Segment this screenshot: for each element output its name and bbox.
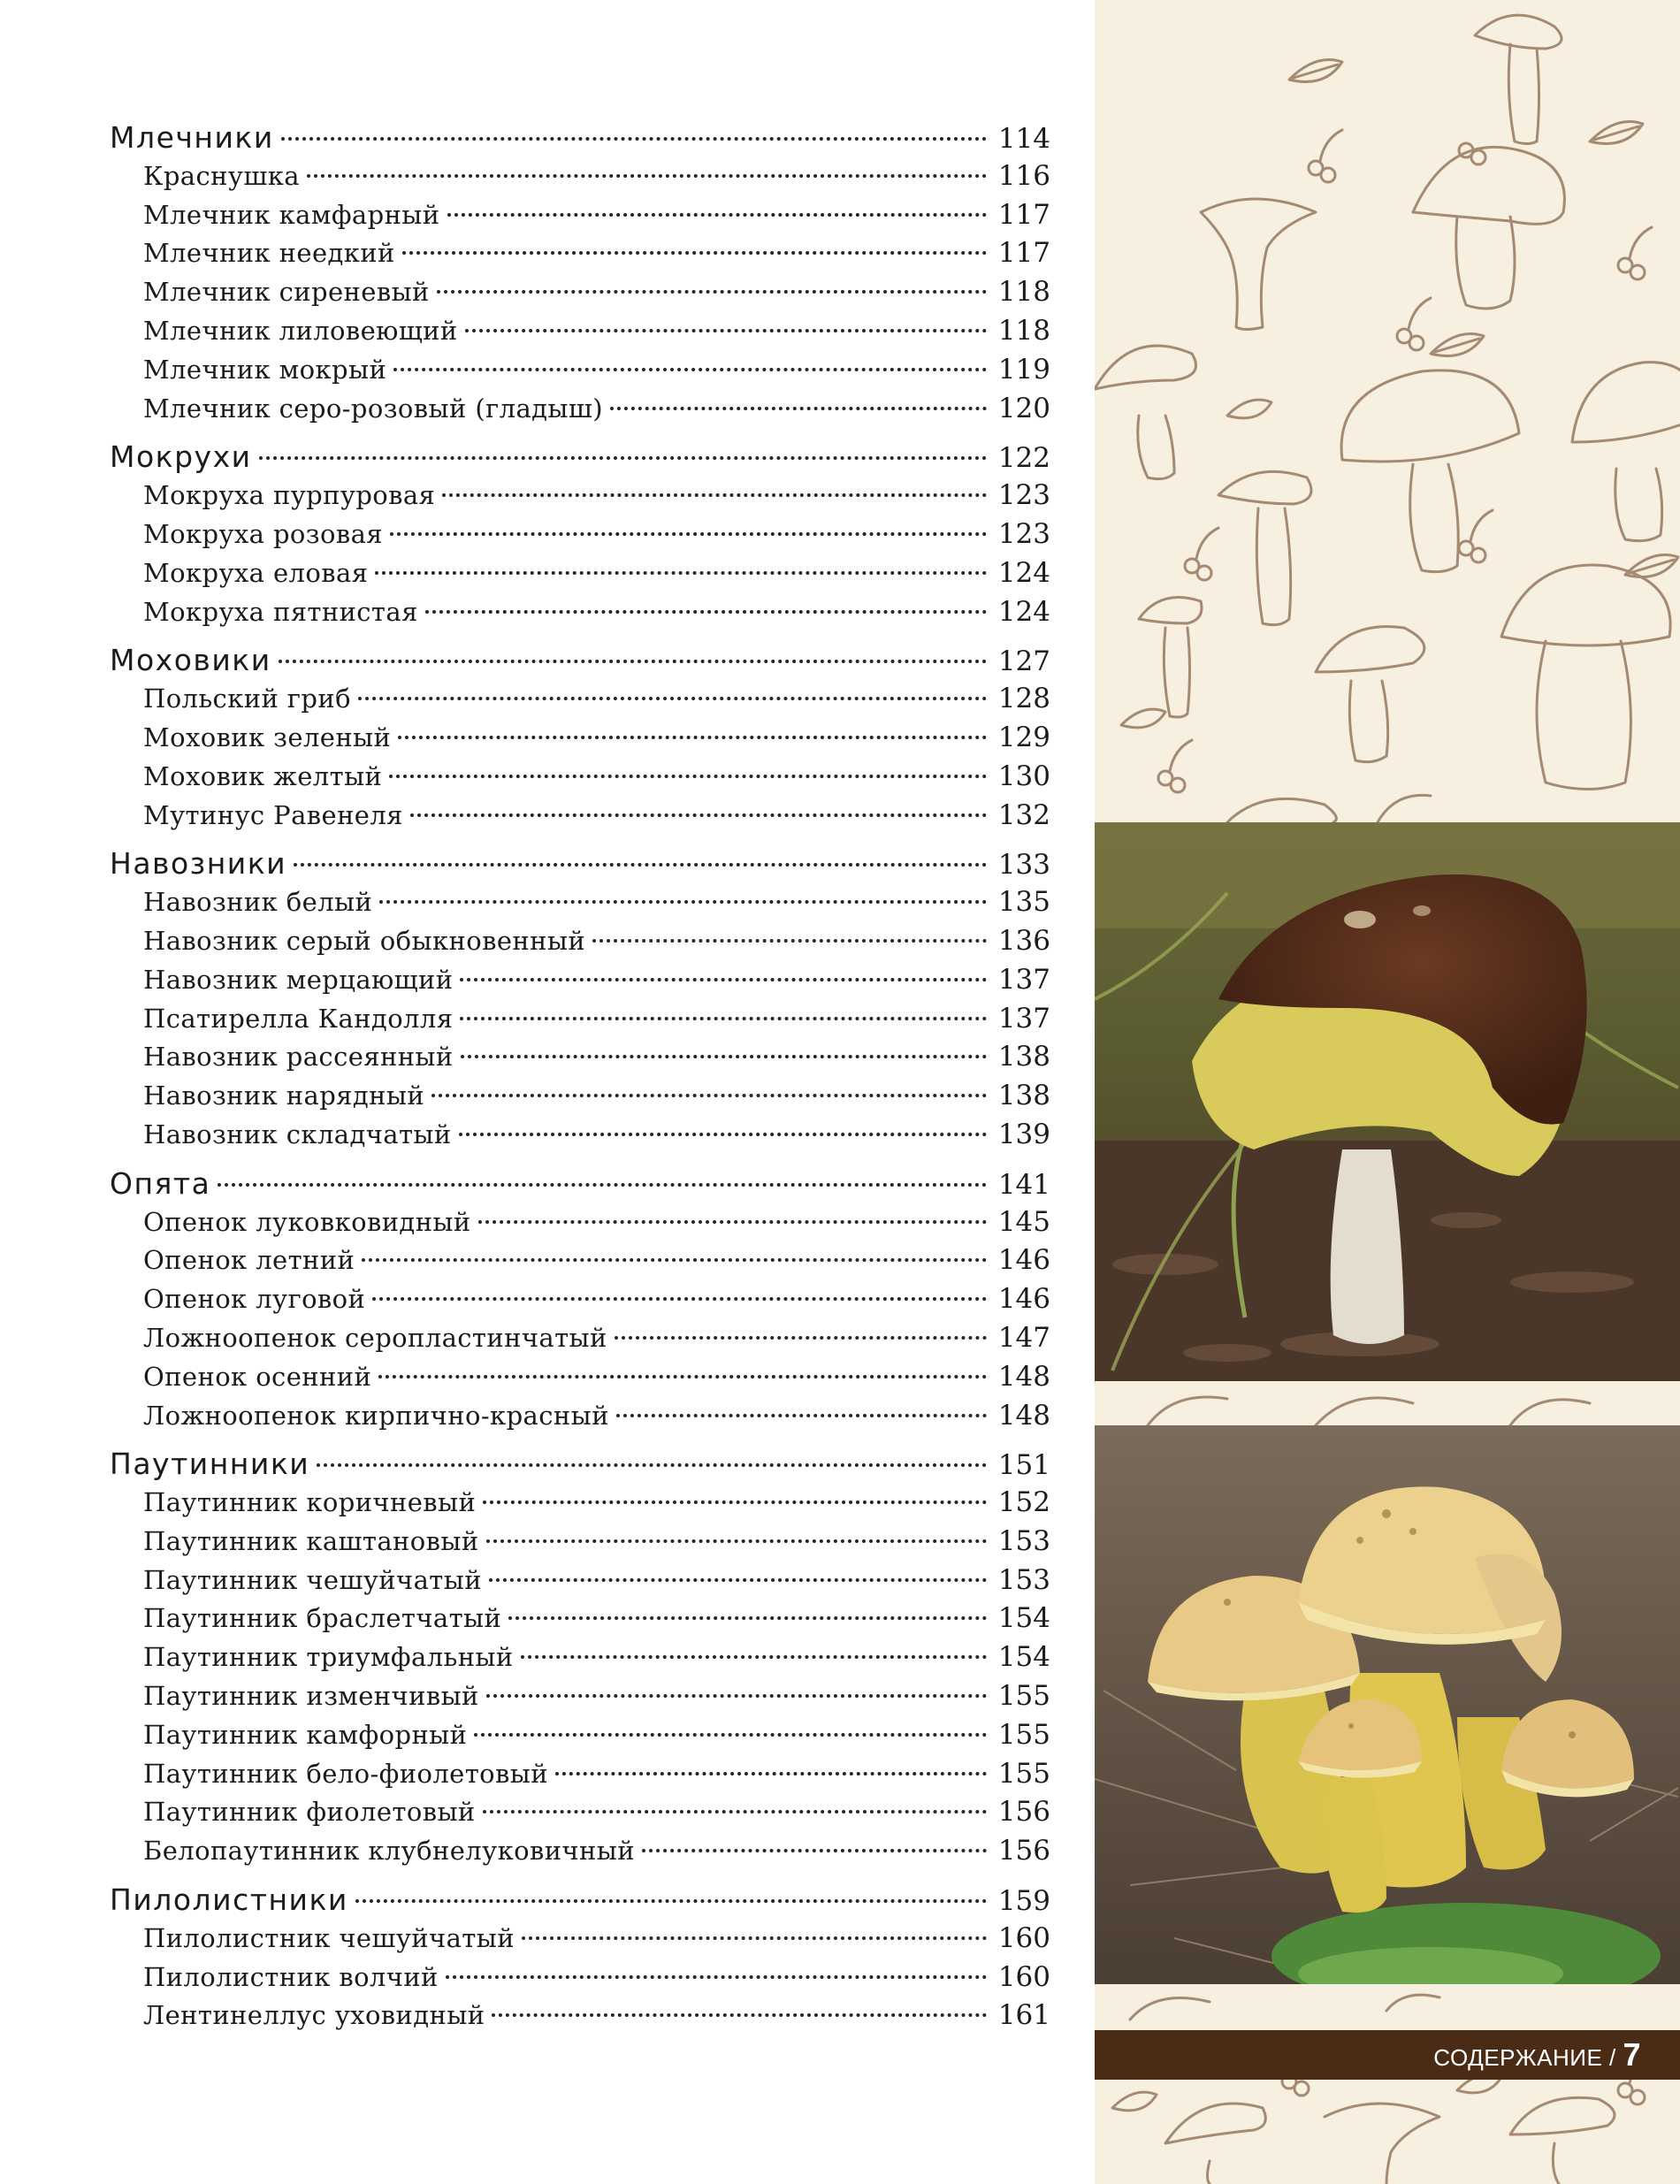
toc-entry-page: 123	[997, 517, 1050, 550]
footer-running-head	[1433, 2030, 1641, 2080]
toc-entry-page: 116	[997, 159, 1050, 192]
toc-entry-page: 155	[997, 1680, 1050, 1713]
dot-leader	[389, 775, 987, 778]
toc-section	[110, 641, 1050, 835]
dot-leader	[218, 1183, 987, 1187]
toc-section	[110, 1881, 1050, 2035]
toc-entry[interactable]	[110, 554, 1050, 593]
toc-entry-page: 137	[997, 1002, 1050, 1035]
dot-leader	[307, 174, 987, 178]
toc-entry-page: 130	[997, 760, 1050, 792]
toc-entry-page: 160	[997, 1960, 1050, 1993]
toc-entry[interactable]	[110, 1116, 1050, 1155]
dot-leader	[478, 1220, 987, 1224]
toc-entry-page: 160	[997, 1921, 1050, 1954]
toc-entry[interactable]	[110, 922, 1050, 961]
dot-leader	[378, 1375, 987, 1378]
toc-entry-page: 146	[997, 1244, 1050, 1277]
dot-leader	[437, 290, 987, 294]
toc-entry-title: Навозник серый обыкновенный	[143, 925, 586, 956]
toc-entry-title: Паутинник чешуйчатый	[143, 1564, 482, 1595]
toc-entry-page: 117	[997, 198, 1050, 231]
toc-entry-title: Моховик зеленый	[143, 722, 392, 752]
toc-entry[interactable]	[110, 719, 1050, 758]
dot-leader	[616, 1414, 987, 1417]
toc-entry-title: Опенок луговой	[143, 1284, 366, 1315]
toc-entry-page: 135	[997, 886, 1050, 919]
dot-leader	[465, 329, 987, 332]
footer-separator: /	[1602, 2044, 1623, 2071]
toc-entry-title: Пилолистник чешуйчатый	[143, 1922, 515, 1953]
toc-entry-title: Млечник сиреневый	[143, 277, 430, 308]
toc-entry[interactable]	[110, 1038, 1050, 1077]
toc-entry[interactable]	[110, 680, 1050, 719]
toc-entry[interactable]	[110, 1484, 1050, 1523]
toc-entry[interactable]	[110, 1638, 1050, 1677]
toc-entry[interactable]	[110, 1832, 1050, 1871]
footer-section-label: СОДЕРЖАНИЕ	[1433, 2044, 1603, 2071]
toc-group-heading-title: Мокрухи	[110, 439, 252, 475]
dot-leader	[279, 660, 987, 663]
toc-entry[interactable]	[110, 390, 1050, 429]
mushroom-photo-pholiota	[1095, 1425, 1680, 1984]
dot-leader	[281, 137, 987, 141]
toc-entry[interactable]	[110, 1793, 1050, 1832]
toc-entry-title: Навозник складчатый	[143, 1119, 452, 1149]
toc-entry[interactable]	[110, 1397, 1050, 1436]
toc-entry-title: Опенок осенний	[143, 1361, 372, 1392]
toc-entry-title: Псатирелла Кандолля	[143, 1003, 454, 1034]
dot-leader	[446, 1975, 987, 1979]
dot-leader	[483, 1810, 987, 1814]
toc-entry[interactable]	[110, 1677, 1050, 1716]
toc-entry-title: Паутинник камфорный	[143, 1719, 468, 1750]
toc-group-heading-title: Паутинники	[110, 1447, 310, 1482]
toc-entry-title: Паутинник бело-фиолетовый	[143, 1758, 548, 1789]
toc-group-heading[interactable]	[110, 438, 1050, 477]
toc-entry-page: 118	[997, 314, 1050, 347]
table-of-contents	[110, 118, 1050, 2045]
toc-entry-page: 148	[997, 1360, 1050, 1393]
toc-entry-title: Млечник неедкий	[143, 238, 395, 269]
toc-entry-page: 136	[997, 924, 1050, 957]
toc-entry-page: 117	[997, 237, 1050, 270]
toc-group-heading-page: 133	[997, 849, 1050, 882]
dot-leader	[362, 1258, 987, 1262]
toc-entry-page: 156	[997, 1796, 1050, 1829]
dot-leader	[489, 1578, 987, 1582]
toc-entry-page: 139	[997, 1118, 1050, 1150]
toc-entry-title: Млечник серо-розовый (гладыш)	[143, 393, 603, 424]
toc-entry[interactable]	[110, 234, 1050, 273]
dot-leader	[461, 1055, 987, 1058]
toc-entry-title: Польский гриб	[143, 683, 351, 714]
toc-entry[interactable]	[110, 883, 1050, 922]
toc-entry-page: 153	[997, 1524, 1050, 1557]
toc-entry[interactable]	[110, 157, 1050, 196]
toc-entry-title: Опенок летний	[143, 1245, 355, 1276]
toc-entry[interactable]	[110, 1920, 1050, 1959]
toc-group-heading-page: 151	[997, 1449, 1050, 1482]
toc-entry[interactable]	[110, 1000, 1050, 1039]
toc-section	[110, 1165, 1050, 1436]
toc-entry-title: Ложноопенок серопластинчатый	[143, 1322, 607, 1353]
toc-entry[interactable]	[110, 961, 1050, 1000]
toc-entry-title: Моховик желтый	[143, 760, 383, 791]
toc-entry-page: 137	[997, 963, 1050, 996]
toc-group-heading[interactable]	[110, 641, 1050, 680]
page-number: 7	[1623, 2036, 1641, 2073]
toc-entry-page: 132	[997, 798, 1050, 831]
toc-entry[interactable]	[110, 758, 1050, 797]
toc-entry-title: Опенок луковковидный	[143, 1206, 471, 1237]
mushroom-photo-bolete	[1095, 822, 1680, 1381]
toc-entry-page: 153	[997, 1563, 1050, 1596]
toc-entry-title: Млечник мокрый	[143, 354, 387, 385]
toc-section	[110, 118, 1050, 428]
toc-entry-title: Паутинник браслетчатый	[143, 1603, 502, 1634]
dot-leader	[474, 1733, 987, 1737]
dot-leader	[410, 813, 987, 817]
toc-entry-title: Мокруха розовая	[143, 518, 383, 549]
dot-leader	[317, 1463, 987, 1467]
toc-entry-title: Млечник камфарный	[143, 199, 440, 230]
toc-entry-title: Краснушка	[143, 160, 300, 191]
toc-entry[interactable]	[110, 1562, 1050, 1600]
toc-entry[interactable]	[110, 273, 1050, 312]
toc-group-heading[interactable]	[110, 1881, 1050, 1920]
toc-entry-page: 147	[997, 1321, 1050, 1354]
toc-entry[interactable]	[110, 1241, 1050, 1280]
toc-entry-page: 145	[997, 1205, 1050, 1238]
dot-leader	[390, 532, 987, 536]
toc-entry-title: Ложноопенок кирпично-красный	[143, 1400, 609, 1431]
toc-entry-page: 152	[997, 1486, 1050, 1519]
dot-leader	[294, 863, 987, 867]
toc-entry-title: Паутинник каштановый	[143, 1525, 479, 1556]
footer-bar	[1095, 2030, 1680, 2080]
toc-entry[interactable]	[110, 477, 1050, 515]
dot-leader	[642, 1849, 987, 1852]
dot-leader	[372, 1297, 987, 1301]
toc-entry[interactable]	[110, 1716, 1050, 1755]
toc-entry-page: 156	[997, 1835, 1050, 1867]
toc-entry-title: Мокруха пятнистая	[143, 596, 418, 627]
toc-entry-page: 120	[997, 392, 1050, 424]
dot-leader	[379, 900, 987, 904]
toc-group-heading[interactable]	[110, 1165, 1050, 1203]
toc-entry-title: Паутинник коричневый	[143, 1487, 477, 1518]
toc-entry[interactable]	[110, 1600, 1050, 1638]
dot-leader	[486, 1539, 987, 1543]
toc-entry-page: 129	[997, 721, 1050, 753]
dot-leader	[460, 978, 987, 981]
toc-entry-page: 148	[997, 1399, 1050, 1432]
dot-leader	[486, 1694, 987, 1698]
toc-entry-page: 124	[997, 595, 1050, 628]
toc-group-heading[interactable]	[110, 1445, 1050, 1484]
toc-entry-page: 155	[997, 1757, 1050, 1790]
toc-entry-page: 124	[997, 556, 1050, 589]
toc-entry[interactable]	[110, 351, 1050, 390]
dot-leader	[610, 407, 987, 410]
toc-entry[interactable]	[110, 1077, 1050, 1116]
toc-entry[interactable]	[110, 797, 1050, 836]
toc-group-heading-title: Навозники	[110, 846, 287, 882]
dot-leader	[521, 1655, 987, 1659]
dot-leader	[398, 736, 987, 739]
dot-leader	[555, 1772, 987, 1775]
toc-entry-title: Навозник нарядный	[143, 1081, 425, 1111]
toc-entry-title: Лентинеллус уховидный	[143, 2000, 485, 2031]
toc-group-heading[interactable]	[110, 118, 1050, 157]
toc-group-heading[interactable]	[110, 844, 1050, 883]
toc-entry-page: 138	[997, 1041, 1050, 1073]
toc-group-heading-page: 159	[997, 1885, 1050, 1918]
toc-entry-page: 123	[997, 479, 1050, 512]
dot-leader	[425, 610, 987, 614]
toc-entry-title: Навозник белый	[143, 887, 373, 918]
dot-leader	[447, 213, 987, 217]
dot-leader	[355, 1899, 987, 1903]
toc-group-heading-title: Пилолистники	[110, 1882, 348, 1918]
toc-entry[interactable]	[110, 1755, 1050, 1794]
mushroom-pattern-bottom	[1095, 1984, 1680, 2184]
toc-group-heading-page: 114	[997, 123, 1050, 155]
toc-entry-title: Паутинник изменчивый	[143, 1681, 479, 1712]
toc-entry-title: Навозник рассеянный	[143, 1042, 454, 1073]
dot-leader	[492, 2013, 987, 2017]
dot-leader	[459, 1133, 987, 1136]
toc-entry-page: 154	[997, 1602, 1050, 1635]
toc-entry[interactable]	[110, 1959, 1050, 1997]
dot-leader	[402, 251, 987, 255]
toc-entry-page: 154	[997, 1641, 1050, 1674]
dot-leader	[483, 1501, 987, 1504]
toc-entry-title: Навозник мерцающий	[143, 964, 454, 995]
toc-group-heading-title: Моховики	[110, 643, 271, 678]
toc-section	[110, 438, 1050, 631]
toc-group-heading-page: 127	[997, 645, 1050, 678]
toc-entry-title: Мокруха еловая	[143, 557, 369, 588]
dot-leader	[615, 1336, 987, 1340]
toc-section	[110, 844, 1050, 1154]
toc-entry[interactable]	[110, 515, 1050, 554]
toc-entry-title: Млечник лиловеющий	[143, 315, 458, 346]
toc-entry-page: 119	[997, 353, 1050, 386]
toc-entry[interactable]	[110, 1523, 1050, 1562]
dot-leader	[592, 939, 987, 943]
dot-leader	[508, 1616, 987, 1620]
toc-entry-title: Пилолистник волчий	[143, 1961, 439, 1992]
dot-leader	[375, 571, 987, 575]
toc-entry-page: 138	[997, 1080, 1050, 1112]
toc-group-heading-title: Опята	[110, 1165, 211, 1201]
toc-entry[interactable]	[110, 1319, 1050, 1358]
toc-entry[interactable]	[110, 196, 1050, 235]
mushroom-pattern-strip	[1095, 1381, 1680, 1425]
toc-entry[interactable]	[110, 1997, 1050, 2035]
dot-leader	[442, 493, 987, 497]
dot-leader	[259, 456, 987, 460]
dot-leader	[358, 697, 987, 700]
toc-entry[interactable]	[110, 1203, 1050, 1242]
dot-leader	[522, 1936, 987, 1940]
toc-group-heading-title: Млечники	[110, 120, 274, 155]
decorative-sidebar	[1095, 0, 1680, 2184]
toc-entry-title: Паутинник триумфальный	[143, 1642, 514, 1673]
toc-entry-title: Мокруха пурпуровая	[143, 480, 436, 511]
toc-entry[interactable]	[110, 1358, 1050, 1397]
dot-leader	[460, 1017, 987, 1020]
toc-entry-page: 155	[997, 1718, 1050, 1751]
dot-leader	[431, 1094, 987, 1097]
mushroom-pattern-top	[1095, 0, 1680, 822]
toc-entry[interactable]	[110, 312, 1050, 351]
toc-entry-page: 128	[997, 683, 1050, 715]
toc-entry-title: Белопаутинник клубнелуковичный	[143, 1836, 635, 1867]
toc-entry-page: 118	[997, 276, 1050, 309]
toc-entry[interactable]	[110, 593, 1050, 632]
toc-group-heading-page: 122	[997, 442, 1050, 475]
toc-section	[110, 1445, 1050, 1871]
toc-entry[interactable]	[110, 1280, 1050, 1319]
toc-group-heading-page: 141	[997, 1168, 1050, 1201]
toc-entry-title: Паутинник фиолетовый	[143, 1797, 476, 1828]
dot-leader	[393, 368, 987, 371]
toc-entry-page: 146	[997, 1283, 1050, 1316]
toc-entry-title: Мутинус Равенеля	[143, 799, 403, 830]
toc-entry-page: 161	[997, 1999, 1050, 2032]
